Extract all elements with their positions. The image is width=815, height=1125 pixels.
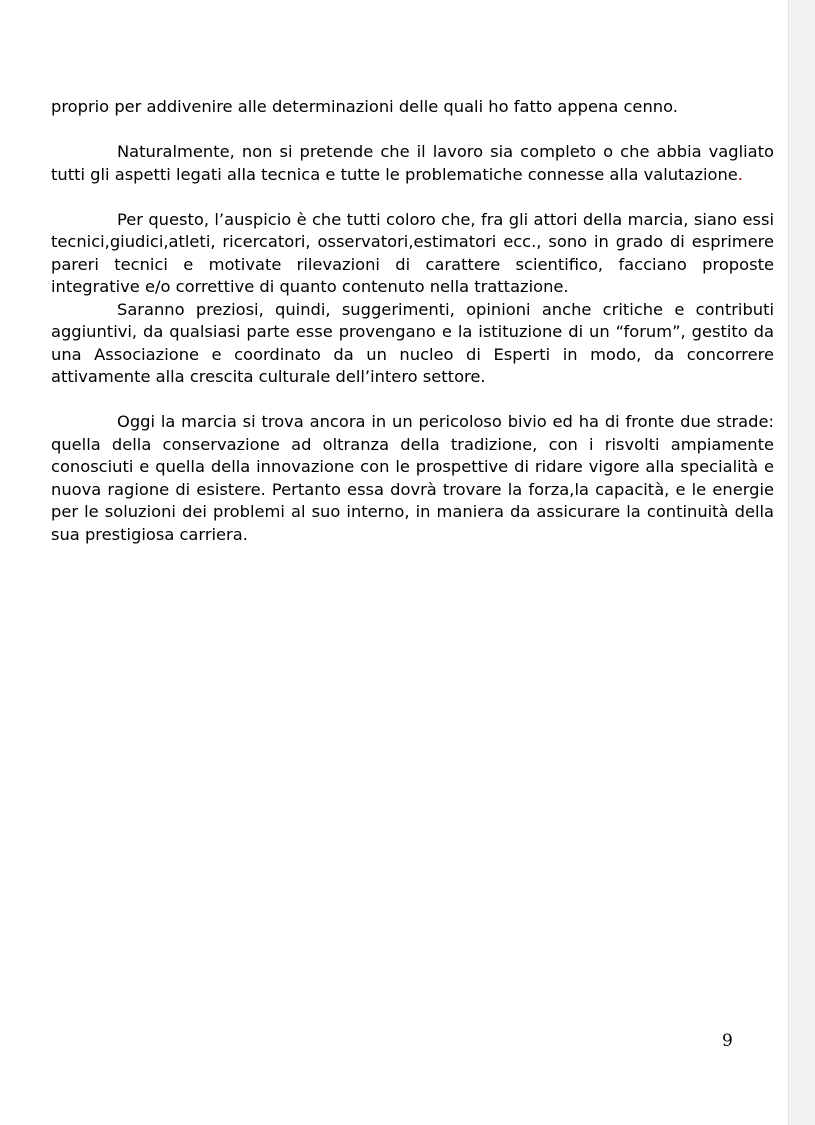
paragraph-1: proprio per addivenire alle determinazioni delle quali ho fatto appena cenno. [51, 97, 678, 116]
page-number: 9 [722, 1031, 733, 1051]
paragraph-2 [51, 141, 774, 186]
paragraph-3: Per questo, l’auspicio è che tutti coloro che, fra gli attori della marcia, siano essi tecnici,giudici,atleti, ricercatori, osservatori,estimatori ecc., sono in grado di esprimere pareri tecnici e motivate rilevazioni di carattere scientifico, facciano proposte integrative e/o correttive di quanto contenuto nella trattazione. [51, 209, 774, 296]
margin-bar [788, 0, 815, 1125]
paragraph-4: Saranno preziosi, quindi, suggerimenti, opinioni anche critiche e contributi aggiuntivi, da qualsiasi parte esse provengano e la istituzione di un “forum”, gestito da una Associazione e coordinato da un nucleo di Esperti in modo, da concorrere attivamente alla crescita culturale dell’intero settore. [51, 299, 774, 386]
body-text [51, 96, 774, 546]
paragraph-5: Oggi la marcia si trova ancora in un pericoloso bivio ed ha di fronte due strade: quella della conservazione ad oltranza della tradizione, con i risvolti ampiamente conosciuti e quella della innovazione con le prospettive di ridare vigore alla specialità e nuova ragione di esistere. Pertanto essa dovrà trovare la forza,la capacità, e le energie per le soluzioni dei problemi al suo interno, in maniera da assicurare la continuità della sua prestigiosa carriera. [51, 412, 774, 544]
paragraph-2-end-mark: . [737, 164, 743, 184]
paragraph-2-text: Naturalmente, non si pretende che il lavoro sia completo o che abbia vagliato tutti gli aspetti legati alla tecnica e tutte le problematiche connesse alla valutazione [51, 142, 774, 184]
